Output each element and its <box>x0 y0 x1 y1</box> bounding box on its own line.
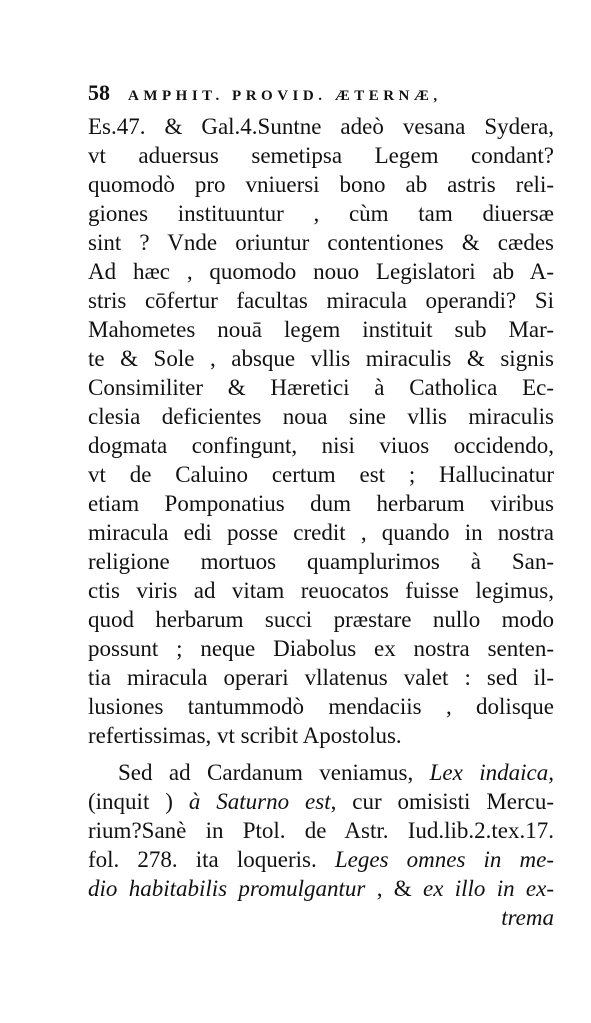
text-line: dogmata confingunt, nisi viuos occidendo, <box>88 433 554 458</box>
text-line: quod herbarum succi præstare nullo modo <box>88 607 554 632</box>
text-line: clesia deficientes noua sine vllis miraculis <box>88 404 554 429</box>
text-line: miracula edi posse credit , quando in nostra <box>88 520 554 545</box>
text-line: ctis viris ad vitam reuocatos fuisse legimus, <box>88 578 554 603</box>
paragraph-gap <box>88 750 554 758</box>
italic-quote: à Saturno est <box>188 789 331 814</box>
paragraph-2 <box>88 758 554 932</box>
italic-quote: ex illo in ex- <box>422 876 554 901</box>
text-line: quomodò pro vniuersi bono ab astris reli- <box>88 172 554 197</box>
text-run: , & <box>365 876 423 901</box>
text-line <box>88 874 554 903</box>
catchword: trema <box>501 905 554 930</box>
text-line: giones instituuntur , cùm tam diuersæ <box>88 201 554 226</box>
text-line: vt de Caluino certum est ; Hallucinatur <box>88 462 554 487</box>
text-line: tia miracula operari vllatenus valet : sed il- <box>88 665 554 690</box>
running-title: AMPHIT. PROVID. ÆTERNÆ, <box>128 88 442 104</box>
italic-quote: dio habitabilis promulgantur <box>88 876 366 901</box>
page-number: 58 <box>88 80 110 105</box>
text-run: Sed ad Cardanum veniamus, <box>118 760 430 785</box>
text-line: rium?Sanè in Ptol. de Astr. Iud.lib.2.tex.17. <box>88 818 554 843</box>
text-line: te & Sole , absque vllis miraculis & signis <box>88 346 554 371</box>
text-run: (inquit ) <box>88 789 189 814</box>
text-run: fol. 278. ita loqueris. <box>88 847 335 872</box>
text-line: Es.47. & Gal.4.Suntne adeò vesana Sydera, <box>88 114 554 139</box>
text-line: refertissimas, vt scribit Apostolus. <box>88 723 402 748</box>
running-head <box>88 80 558 110</box>
text-line: etiam Pomponatius dum herbarum viribus <box>88 491 554 516</box>
paragraph-1 <box>88 112 554 750</box>
text-run: , cur omisisti Mercu- <box>330 789 554 814</box>
text-line: possunt ; neque Diabolus ex nostra senten- <box>88 636 554 661</box>
text-line: Mahometes nouā legem instituit sub Mar- <box>88 317 554 342</box>
body-text <box>88 112 554 932</box>
italic-quote: Lex indaica, <box>429 760 554 785</box>
text-line: religione mortuos quamplurimos à San- <box>88 549 554 574</box>
text-line: stris cōfertur facultas miracula operandi? Si <box>88 288 554 313</box>
text-line: Ad hæc , quomodo nouo Legislatori ab A- <box>88 259 554 284</box>
text-line: Consimiliter & Hæretici à Catholica Ec- <box>88 375 554 400</box>
text-line: lusiones tantummodò mendaciis , dolisque <box>88 694 554 719</box>
text-line: sint ? Vnde oriuntur contentiones & cædes <box>88 230 554 255</box>
text-line <box>88 758 554 787</box>
italic-quote: Leges omnes in me- <box>334 847 554 872</box>
text-line: vt aduersus semetipsa Legem condant? <box>88 143 554 168</box>
text-line <box>88 845 554 874</box>
text-line <box>88 787 554 816</box>
